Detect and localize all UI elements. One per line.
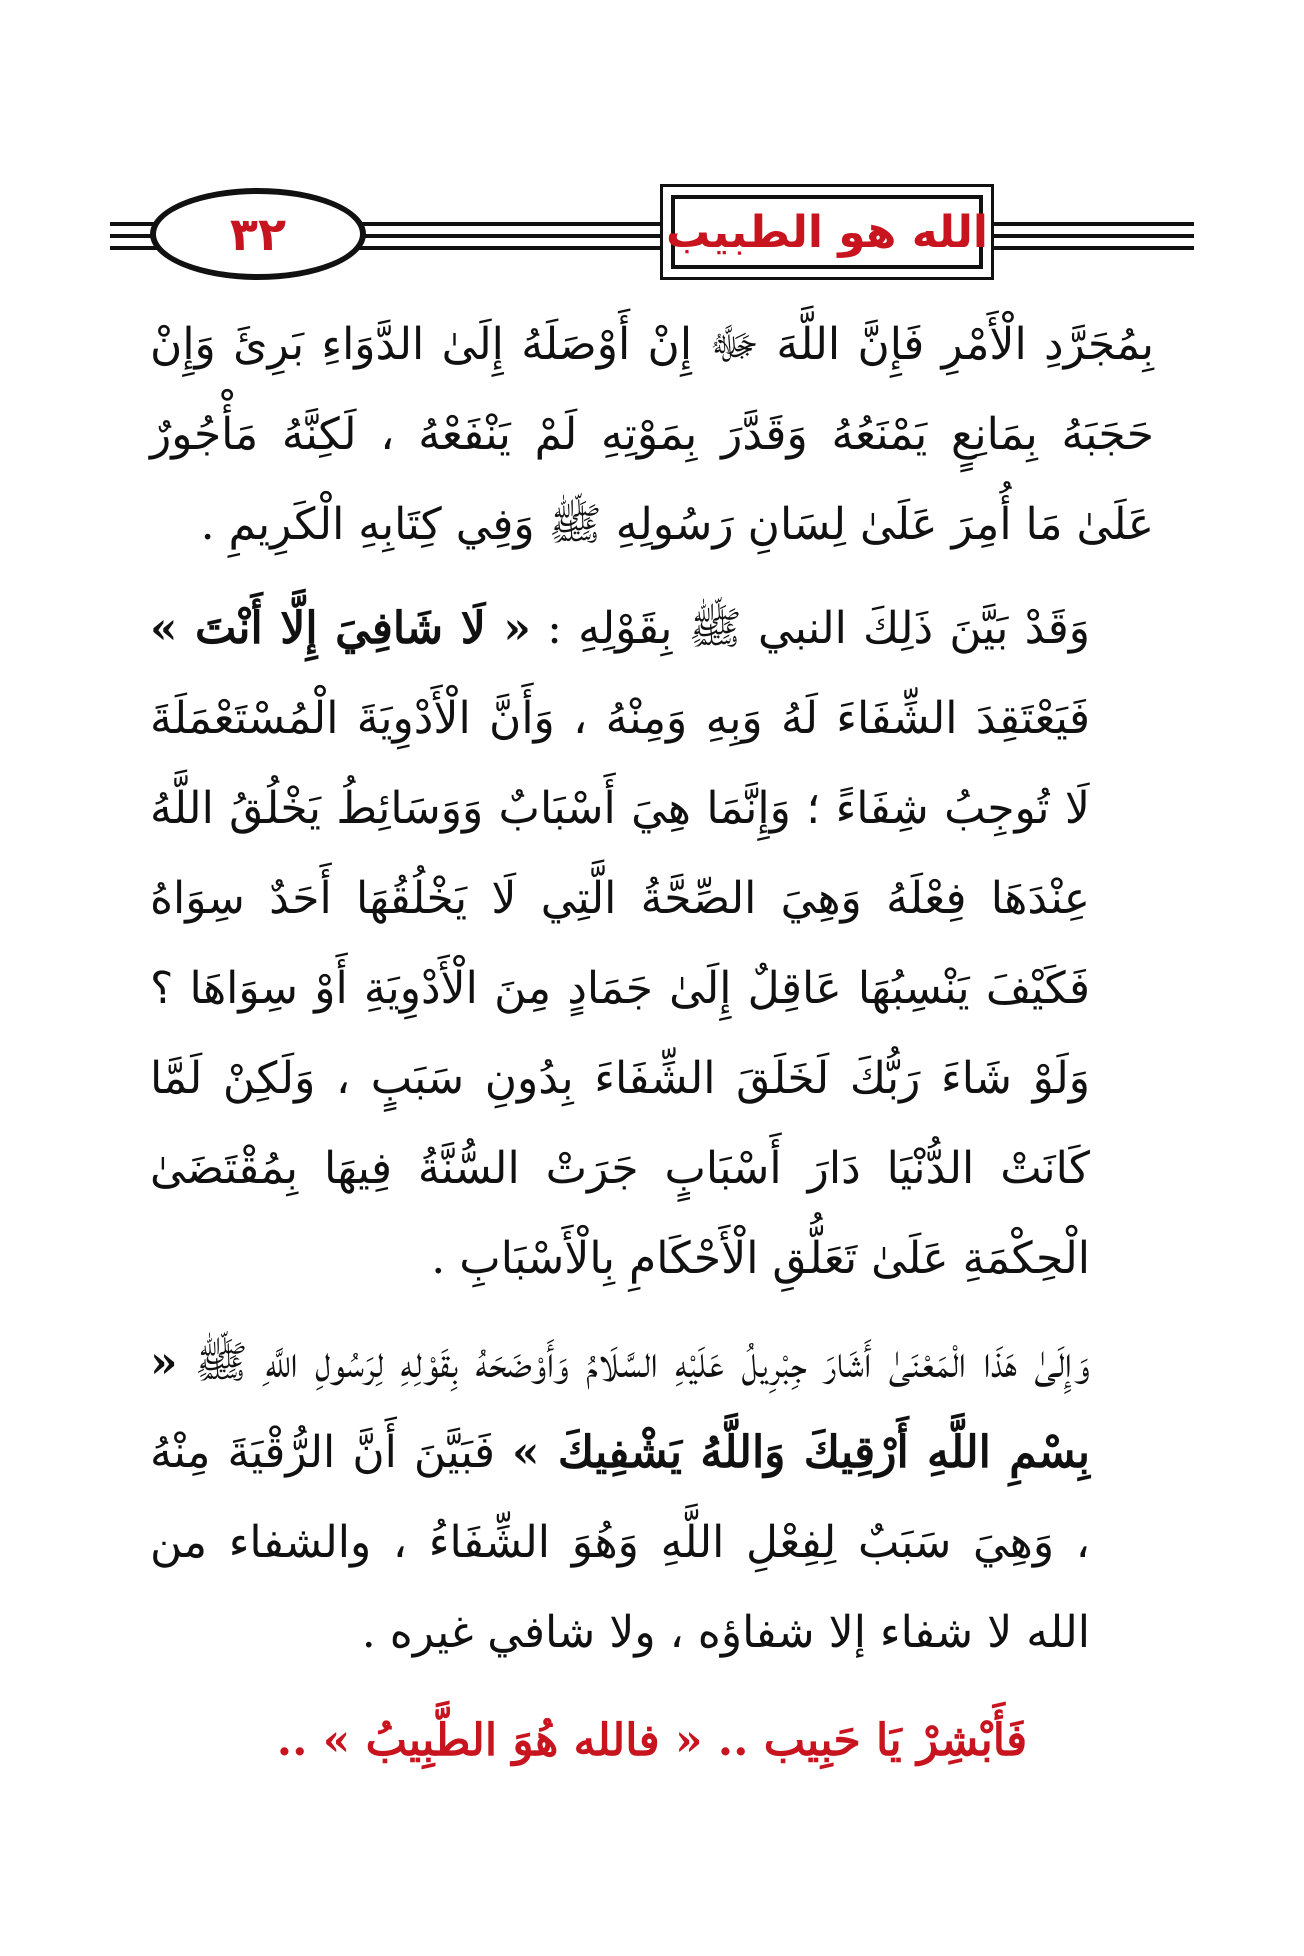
page-number: ٣٢ bbox=[229, 207, 287, 261]
page-header bbox=[110, 180, 1194, 284]
paragraph-lead: وَقَدْ بَيَّنَ ذَلِكَ النبي ﷺ بِقَوْلِهِ : bbox=[530, 603, 1090, 654]
page-body bbox=[150, 300, 1154, 1830]
hadith-quote: « بِسْمِ اللَّهِ أَرْقِيكَ وَاللَّهُ يَشْفِيكَ » bbox=[150, 1337, 1090, 1478]
chapter-title-box bbox=[660, 184, 994, 280]
paragraph-lead: وَإِلَىٰ هَذَا الْمَعْنَىٰ أَشَارَ جِبْرِيلُ عَلَيْهِ السَّلَامُ وَأَوْضَحَهُ بِقَوْلِهِ لِرَسُولِ اللَّهِ ﷺ bbox=[177, 1337, 1090, 1388]
closing-line: فَأَبْشِرْ يَا حَبِيب .. « فالله هُوَ الطَّبِيبُ » .. bbox=[276, 1715, 1028, 1766]
paragraph-rest: فَيَعْتَقِدَ الشِّفَاءَ لَهُ وَبِهِ وَمِنْهُ ، وَأَنَّ الْأَدْوِيَةَ الْمُسْتَعْمَلَةَ لَا تُوجِبُ شِفَاءً ؛ وَإِنَّمَا هِيَ أَسْبَابٌ وَوَسَائِطُ يَخْلُقُ اللَّهُ عِنْدَهَا فِعْلَهُ وَهِيَ الصِّحَّةُ الَّتِي لَا يَخْلُقُهَا أَحَدٌ سِوَاهُ فَكَيْفَ يَنْسِبُهَا عَاقِلٌ إِلَىٰ جَمَادٍ مِنَ الْأَدْوِيَةِ أَوْ سِوَاهَا ؟ وَلَوْ شَاءَ رَبُّكَ لَخَلَقَ الشِّفَاءَ بِدُونِ سَبَبٍ ، وَلَكِنْ لَمَّا كَانَتْ الدُّنْيَا دَارَ أَسْبَابٍ جَرَتْ السُّنَّةُ فِيهَا بِمُقْتَضَىٰ الْحِكْمَةِ عَلَىٰ تَعَلُّقِ الْأَحْكَامِ بِالْأَسْبَابِ . bbox=[150, 693, 1090, 1284]
chapter-title: الله هو الطبيب bbox=[666, 206, 988, 258]
paragraph-rest: فَبَيَّنَ أَنَّ الرُّقْيَةَ مِنْهُ ، وَهِيَ سَبَبٌ لِفِعْلِ اللَّهِ وَهُوَ الشِّفَاءُ ، والشفاء من الله لا شفاء إلا شفاؤه ، ولا شافي غيره . bbox=[150, 1427, 1090, 1658]
paragraph bbox=[150, 584, 1154, 1304]
paragraph bbox=[150, 300, 1154, 570]
hadith-quote: « لَا شَافِيَ إِلَّا أَنْتَ » bbox=[150, 603, 531, 654]
paragraph-text: بِمُجَرَّدِ الْأَمْرِ فَإِنَّ اللَّهَ ﷻ إِنْ أَوْصَلَهُ إِلَىٰ الدَّوَاءِ بَرِئَ وَإِنْ حَجَبَهُ بِمَانِعٍ يَمْنَعُهُ وَقَدَّرَ بِمَوْتِهِ لَمْ يَنْفَعْهُ ، لَكِنَّهُ مَأْجُورٌ عَلَىٰ مَا أُمِرَ عَلَىٰ لِسَانِ رَسُولِهِ ﷺ وَفِي كِتَابِهِ الْكَرِيمِ . bbox=[150, 319, 1154, 550]
paragraph bbox=[150, 1318, 1154, 1678]
page-number-oval bbox=[150, 188, 366, 280]
